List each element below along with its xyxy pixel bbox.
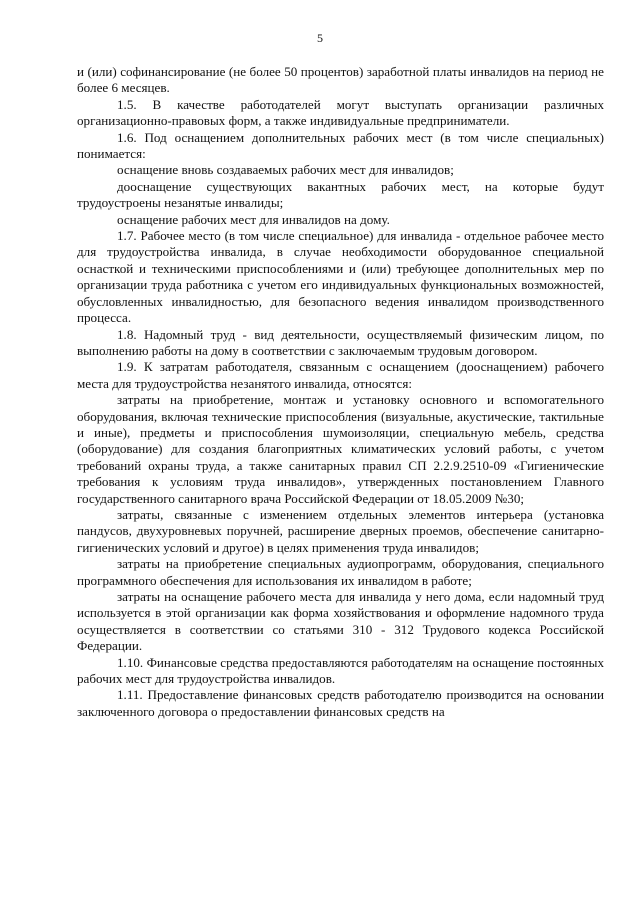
paragraph: затраты на оснащение рабочего места для инвалида у него дома, если надомный труд используется в этой организации как форма хозяйствования и оформление надомного труда осуществляется в соответствии со статьями 310 - 312 Трудового кодекса Российской Федерации. <box>77 589 604 654</box>
paragraph: 1.6. Под оснащением дополнительных рабочих мест (в том числе специальных) понимается: <box>77 129 604 162</box>
paragraph: и (или) софинансирование (не более 50 процентов) заработной платы инвалидов на период не более 6 месяцев. <box>77 64 604 96</box>
paragraph: 1.9. К затратам работодателя, связанным с оснащением (дооснащением) рабочего места для трудоустройства незанятого инвалида, относятся: <box>77 359 604 391</box>
paragraph: затраты на приобретение специальных аудиопрограмм, оборудования, специального программного обеспечения для использования их инвалидом в работе; <box>77 556 604 588</box>
document-body <box>77 64 604 720</box>
paragraph: затраты, связанные с изменением отдельных элементов интерьера (установка пандусов, двухуровневых поручней, расширение дверных проемов, обеспечение санитарно-гигиенических условий и другое) в целях применения труда инвалидов; <box>77 506 604 555</box>
paragraph: 1.10. Финансовые средства предоставляются работодателям на оснащение постоянных рабочих мест для трудоустройства инвалидов. <box>77 654 604 687</box>
page-number: 5 <box>317 31 323 45</box>
paragraph: дооснащение существующих вакантных рабочих мест, на которые будут трудоустроены незанятые инвалиды; <box>77 178 604 211</box>
paragraph: оснащение рабочих мест для инвалидов на дому. <box>117 211 390 227</box>
paragraph: 1.7. Рабочее место (в том числе специальное) для инвалида - отдельное рабочее место для трудоустройства инвалида, в случае необходимости оборудованное специальной оснасткой и техническими приспособлениями и (или) требующее дополнительных мер по организации труда работника с учетом его индивидуальных функциональных возможностей, обусловленных инвалидностью, для безопасного ведения инвалидом производственного процесса. <box>77 228 604 326</box>
paragraph: 1.8. Надомный труд - вид деятельности, осуществляемый физическим лицом, по выполнению работы на дому в соответствии с заключаемым трудовым договором. <box>77 326 604 358</box>
paragraph: 1.11. Предоставление финансовых средств работодателю производится на основании заключенного договора о предоставлении финансовых средств на <box>77 687 604 719</box>
paragraph: затраты на приобретение, монтаж и установку основного и вспомогательного оборудования, включая технические приспособления (визуальные, акустические, тактильные и иные), предметы и приспособления шумоизоляции, специальную мебель, средства (оборудование) для создания благоприятных климатических условий работы, с учетом требований охраны труда, а также санитарных правил СП 2.2.9.2510-09 «Гигиенические требования к условиям труда инвалидов», утвержденных постановлением Главного государственного санитарного врача Российской Федерации от 18.05.2009 №30; <box>77 392 604 506</box>
paragraph: 1.5. В качестве работодателей могут выступать организации различных организационно-правовых форм, а также индивидуальные предприниматели. <box>77 96 604 129</box>
paragraph: оснащение вновь создаваемых рабочих мест для инвалидов; <box>117 162 454 178</box>
